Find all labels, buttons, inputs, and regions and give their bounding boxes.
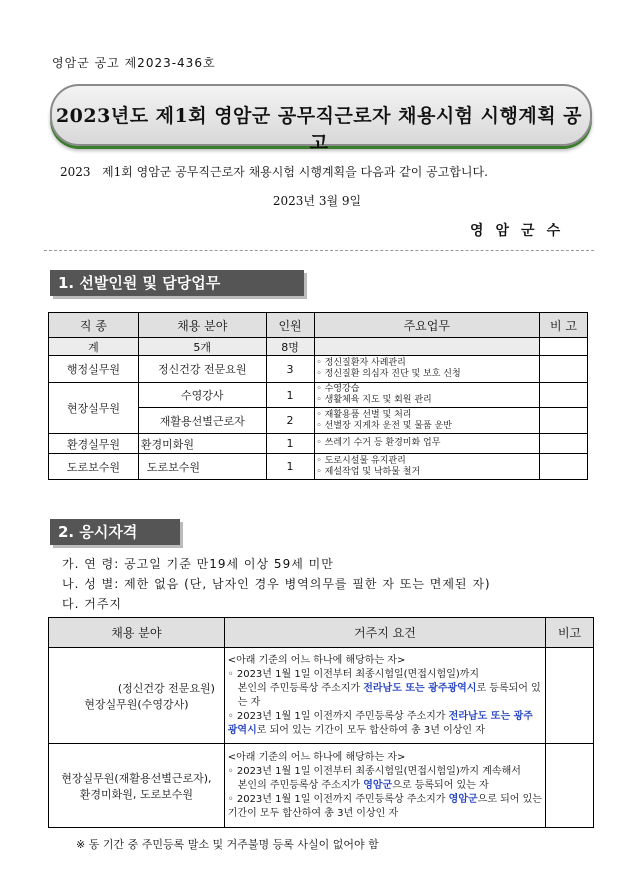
total-remarks [540,338,588,356]
table-row [49,383,588,408]
requirement-lead: <아래 기준의 어느 하나에 해당하는 자> [227,654,406,666]
requirement-item: ◦ 2023년 1월 1일 이전부터 최종시험일(면접시험일)까지 [227,668,480,680]
residence-table [48,617,594,828]
row-job: 도로보수원 [49,454,139,480]
highlight-region: 전라남도 또는 광주광역시 [227,710,533,736]
row-duties [314,408,540,434]
row-duties [314,434,540,454]
row-job: 행정실무원 [49,356,139,383]
duty-item: ◦ 재활용품 선별 및 처리 [316,409,412,420]
row-job: 환경실무원 [49,434,139,454]
duty-item: ◦ 정신질환자 사례관리 [316,358,406,368]
table-row [49,434,588,454]
header-remarks: 비 고 [540,313,588,338]
table-header-row [49,618,594,648]
section1-heading: 1. 선발인원 및 담당업무 [50,270,304,296]
header-duties: 주요업무 [314,313,540,338]
duty-item: ◦ 쓰레기 수거 등 환경미화 업무 [316,438,441,448]
field-line: 현장실무원(재활용선별근로자), [61,771,212,785]
requirement-text: 로 등록되어 있는 자 [237,682,541,708]
duty-item: ◦ 생활체육 지도 및 회원 관리 [316,395,432,405]
row-remarks [546,648,594,744]
row-count: 1 [266,434,314,454]
total-count: 8명 [266,338,314,356]
row-remarks [540,454,588,480]
row-remarks [540,356,588,383]
requirement-item [228,793,542,821]
header-count: 인원 [266,313,314,338]
requirement-text: 으로 되어 있는 기간이 모두 합산하여 총 3년 이상인 자 [227,793,542,819]
duty-item: ◦ 제설작업 및 낙하물 철거 [316,466,421,477]
row-remarks [546,744,594,828]
row-count: 1 [266,454,314,480]
table-row [49,356,588,383]
intro-text: 2023 제1회 영암군 공무직근로자 채용시험 시행계획을 다음과 같이 공고합니다. [60,165,488,179]
issuer: 영암군수 [470,223,573,239]
row-remarks [540,408,588,434]
total-duties [314,338,540,356]
staffing-table [48,312,588,480]
table-header-row [49,313,588,338]
row-requirement [224,648,545,744]
header-job: 직 종 [49,313,139,338]
page-title: 2023년도 제1회 영암군 공무직근로자 채용시험 시행계획 공고 [55,105,583,154]
requirement-text: 로 되어 있는 기간이 모두 합산하여 총 3년 이상인 자 [256,724,485,736]
total-job: 계 [49,338,139,356]
row-duties [314,356,540,383]
highlight-region: 영암군 [363,779,393,791]
header-field: 채용 분야 [49,618,225,648]
row-field: 환경미화원 [138,434,266,454]
requirement-text: 본인의 주민등록상 주소지가 [237,779,364,791]
duty-item: ◦ 정신질환 의심자 진단 및 보호 신청 [316,369,461,379]
requirement-item [228,710,542,738]
requirement-lead: <아래 기준의 어느 하나에 해당하는 자> [227,751,406,763]
field-line: 현장실무원(수영강사) [84,697,189,711]
highlight-region: 영암군 [448,793,478,805]
duty-item: ◦ 수영강습 [316,384,360,394]
row-duties [314,454,540,480]
row-count: 3 [266,356,314,383]
duty-item: ◦ 도로시설물 유지관리 [316,455,406,466]
requirement-text: ◦ 2023년 1월 1일 이전까지 주민등록상 주소지가 [227,793,449,805]
table-row [49,648,594,744]
requirement-item [228,682,542,710]
field-line: 환경미화원, 도로보수원 [79,787,194,801]
footnote: ※ 동 기간 중 주민등록 말소 및 거주불명 등록 사실이 없어야 함 [76,838,379,851]
highlight-region: 전라남도 또는 광주광역시 [363,682,477,694]
requirement-item: ◦ 2023년 1월 1일 이전부터 최종시험일(면접시험일)까지 계속해서 [227,765,521,777]
section2-heading: 2. 응시자격 [50,519,180,545]
table-row [49,744,594,828]
row-field [49,648,225,744]
qualification-age: 가. 연 령: 공고일 기준 만19세 이상 59세 미만 [62,557,334,571]
requirement-text: 본인의 주민등록상 주소지가 [237,682,364,694]
divider [44,250,594,251]
requirement-item [228,779,542,793]
table-row [49,454,588,480]
row-count: 1 [266,383,314,408]
row-remarks [540,434,588,454]
row-field: 도로보수원 [138,454,266,480]
field-line: (정신건강 전문요원) [117,681,215,695]
row-field: 재활용선별근로자 [138,408,266,434]
row-count: 2 [266,408,314,434]
total-field: 5개 [138,338,266,356]
row-duties [314,383,540,408]
table-row-total [49,338,588,356]
row-field: 정신건강 전문요원 [138,356,266,383]
qualification-residence: 다. 거주지 [62,597,122,611]
requirement-text: 으로 등록되어 있는 자 [392,779,489,791]
qualification-gender: 나. 성 별: 제한 없음 (단, 남자인 경우 병역의무를 필한 자 또는 면제된 자) [62,577,491,591]
duty-item: ◦ 선별장 지게차 운전 및 물품 운반 [316,420,452,431]
announcement-date: 2023년 3월 9일 [272,194,362,208]
header-remarks: 비고 [546,618,594,648]
header-requirement: 거주지 요건 [224,618,545,648]
header-field: 채용 분야 [138,313,266,338]
row-job: 현장실무원 [49,383,139,434]
row-requirement [224,744,545,828]
notice-number: 영암군 공고 제2023-436호 [52,56,216,70]
row-field: 수영강사 [138,383,266,408]
requirement-text: ◦ 2023년 1월 1일 이전까지 주민등록상 주소지가 [227,710,449,722]
row-field [49,744,225,828]
row-remarks [540,383,588,408]
